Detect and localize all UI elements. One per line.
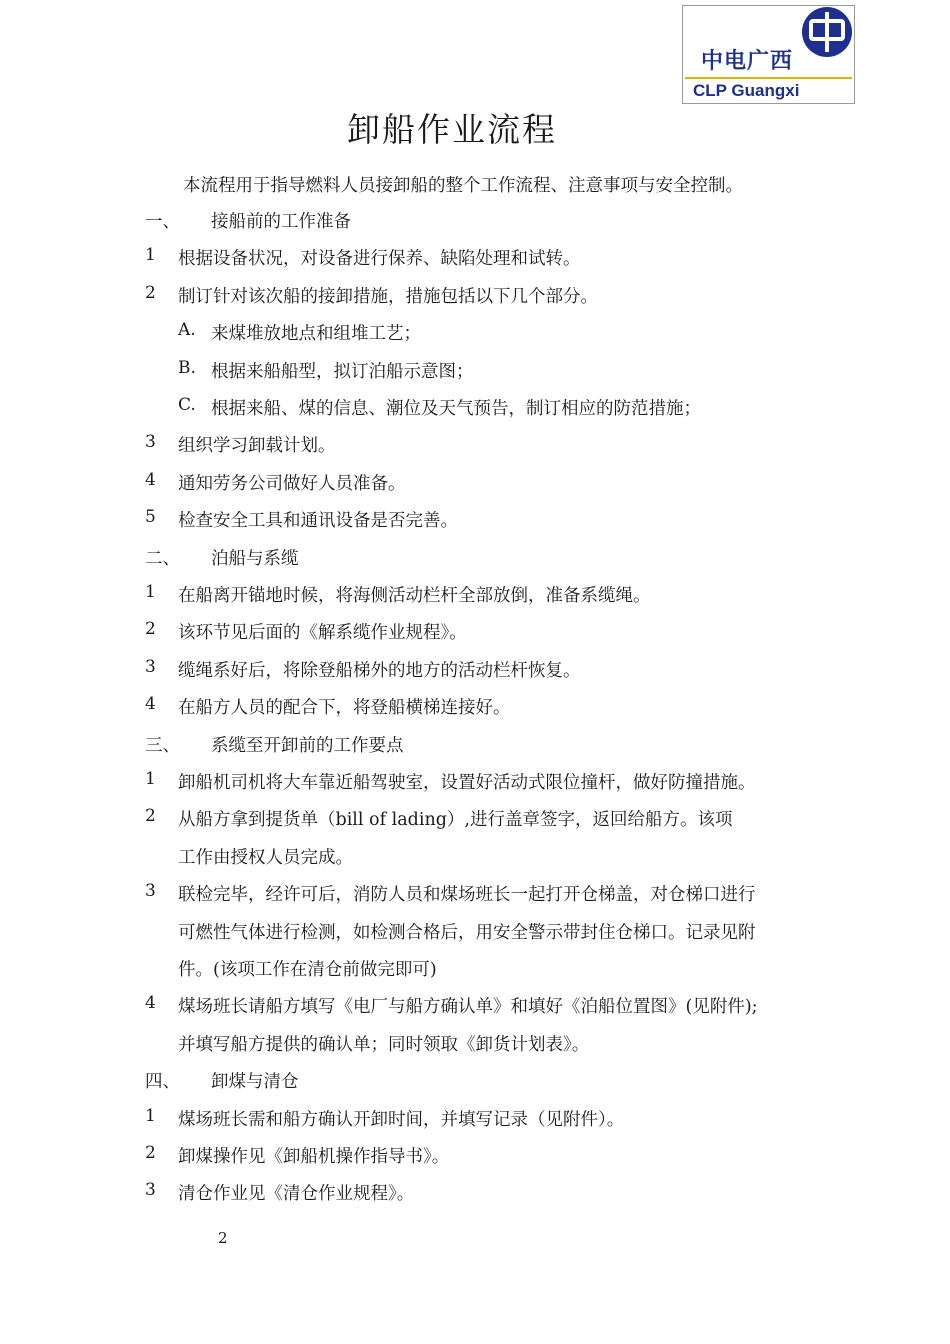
item-number: 4 xyxy=(145,694,156,714)
section-number: 四、 xyxy=(145,1072,180,1092)
item-text: 工作由授权人员完成。 xyxy=(178,848,353,868)
sub-item-label: A. xyxy=(178,320,196,340)
item-number: 1 xyxy=(145,769,156,789)
section-heading: 泊船与系缆 xyxy=(211,549,299,569)
clp-emblem-icon xyxy=(801,6,853,58)
document-title: 卸船作业流程 xyxy=(347,110,557,149)
sub-item-label: C. xyxy=(178,395,196,415)
item-text: 联检完毕，经许可后，消防人员和煤场班长一起打开仓梯盖，对仓梯口进行 xyxy=(178,885,756,905)
item-number: 2 xyxy=(145,283,156,303)
item-number: 1 xyxy=(145,582,156,602)
section-heading: 系缆至开卸前的工作要点 xyxy=(211,736,404,756)
item-text: 通知劳务公司做好人员准备。 xyxy=(178,474,406,494)
item-text: 在船离开锚地时候，将海侧活动栏杆全部放倒，准备系缆绳。 xyxy=(178,586,651,606)
section-heading: 接船前的工作准备 xyxy=(211,212,351,232)
sub-item-text: 根据来船、煤的信息、潮位及天气预告，制订相应的防范措施； xyxy=(211,399,701,419)
sub-item-text: 来煤堆放地点和组堆工艺； xyxy=(211,324,421,344)
logo-divider xyxy=(685,77,852,79)
item-number: 1 xyxy=(145,1106,156,1126)
section-number: 三、 xyxy=(145,736,180,756)
item-number: 3 xyxy=(145,1180,156,1200)
sub-item-text: 根据来船船型，拟订泊船示意图； xyxy=(211,362,474,382)
item-number: 2 xyxy=(145,619,156,639)
item-text: 煤场班长需和船方确认开卸时间，并填写记录（见附件）。 xyxy=(178,1110,625,1130)
section-heading: 卸煤与清仓 xyxy=(211,1072,299,1092)
item-text: 并填写船方提供的确认单；同时领取《卸货计划表》。 xyxy=(178,1035,590,1055)
item-text: 检查安全工具和通讯设备是否完善。 xyxy=(178,511,458,531)
item-text: 清仓作业见《清仓作业规程》。 xyxy=(178,1184,415,1204)
item-text: 缆绳系好后，将除登船梯外的地方的活动栏杆恢复。 xyxy=(178,661,581,681)
logo-english-text: CLP Guangxi xyxy=(693,81,800,100)
item-text: 从船方拿到提货单（bill of lading）,进行盖章签字，返回给船方。该项 xyxy=(178,810,733,830)
intro-paragraph: 本流程用于指导燃料人员接卸船的整个工作流程、注意事项与安全控制。 xyxy=(183,176,743,196)
item-number: 3 xyxy=(145,657,156,677)
item-text: 卸煤操作见《卸船机操作指导书》。 xyxy=(178,1147,450,1167)
item-text: 根据设备状况，对设备进行保养、缺陷处理和试转。 xyxy=(178,249,581,269)
item-text: 可燃性气体进行检测，如检测合格后，用安全警示带封住仓梯口。记录见附 xyxy=(178,923,756,943)
item-number: 4 xyxy=(145,993,156,1013)
item-text: 组织学习卸载计划。 xyxy=(178,436,336,456)
item-text: 制订针对该次船的接卸措施，措施包括以下几个部分。 xyxy=(178,287,598,307)
item-number: 5 xyxy=(145,507,156,527)
item-number: 2 xyxy=(145,1143,156,1163)
item-text: 该环节见后面的《解系缆作业规程》。 xyxy=(178,623,467,643)
item-text: 煤场班长请船方填写《电厂与船方确认单》和填好《泊船位置图》(见附件); xyxy=(178,997,758,1017)
item-text: 在船方人员的配合下，将登船横梯连接好。 xyxy=(178,698,511,718)
company-logo xyxy=(682,5,855,104)
item-number: 3 xyxy=(145,881,156,901)
item-number: 2 xyxy=(145,806,156,826)
logo-chinese-text: 中电广西 xyxy=(701,49,794,74)
item-number: 3 xyxy=(145,432,156,452)
item-number: 4 xyxy=(145,470,156,490)
section-number: 二、 xyxy=(145,549,180,569)
sub-item-label: B. xyxy=(178,358,196,378)
item-text: 件。(该项工作在清仓前做完即可) xyxy=(178,960,437,980)
page-number: 2 xyxy=(218,1229,228,1247)
section-number: 一、 xyxy=(145,212,180,232)
item-text: 卸船机司机将大车靠近船驾驶室，设置好活动式限位撞杆，做好防撞措施。 xyxy=(178,773,756,793)
item-number: 1 xyxy=(145,245,156,265)
